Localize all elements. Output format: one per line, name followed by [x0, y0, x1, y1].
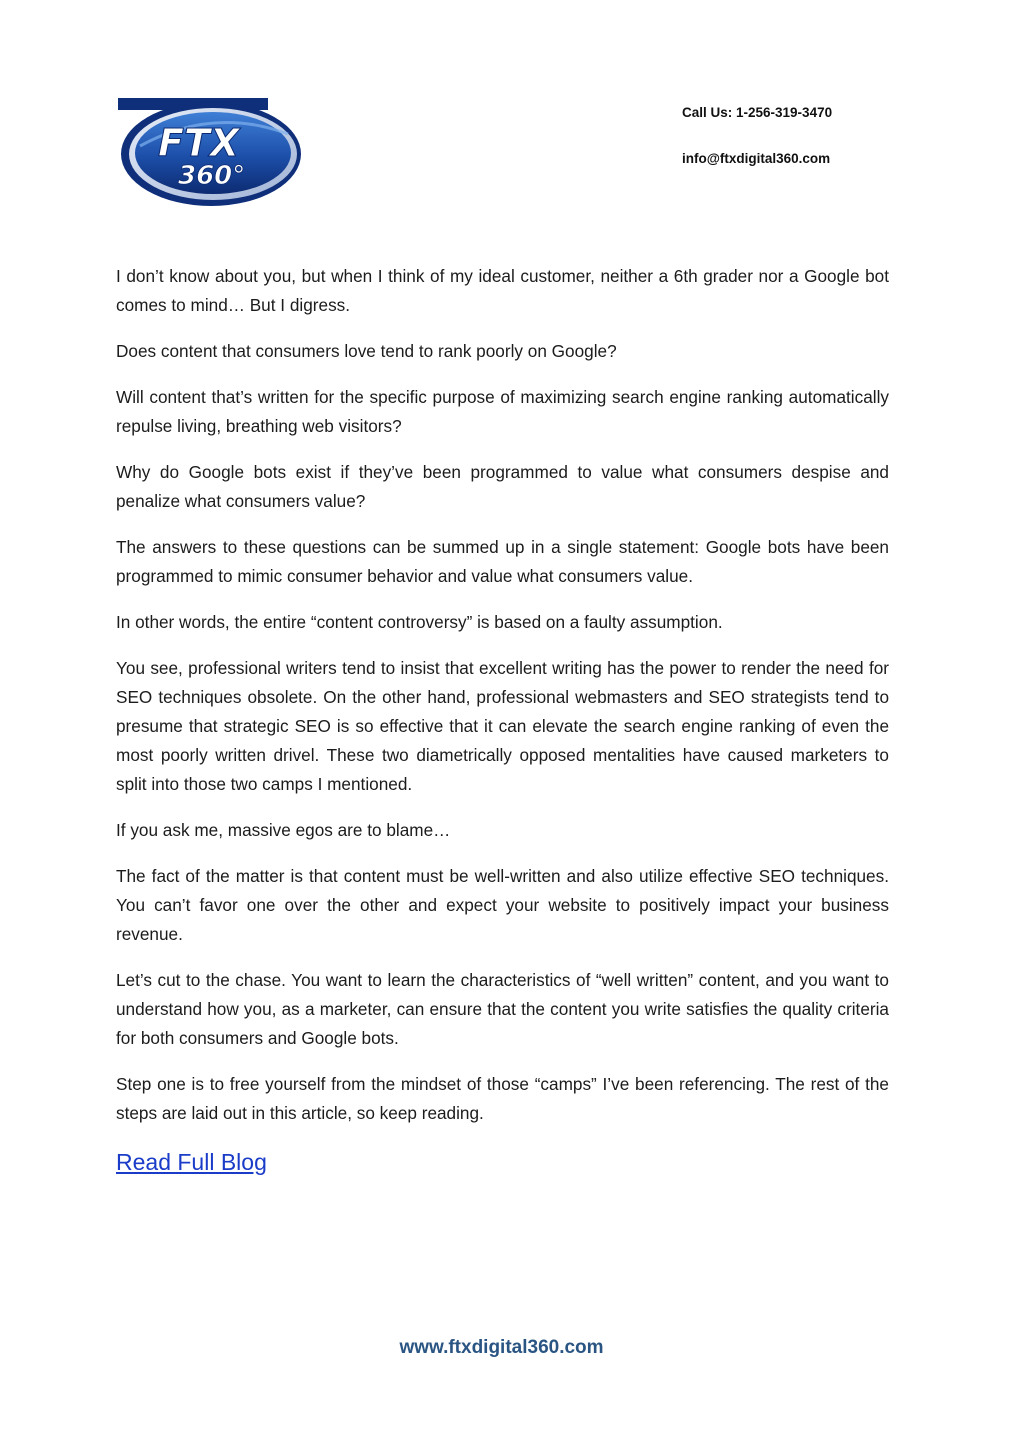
read-full-blog-link[interactable]: Read Full Blog [116, 1149, 267, 1175]
paragraph: The fact of the matter is that content must be well-written and also utilize effective SEO techniques. You can’t favor one over the other and expect your website to positively impact your business revenue. [116, 866, 889, 944]
article-body [116, 262, 889, 1177]
paragraph: If you ask me, massive egos are to blame… [116, 820, 451, 840]
paragraph: Step one is to free yourself from the mindset of those “camps” I’ve been referencing. The rest of the steps are laid out in this article, so keep reading. [116, 1074, 889, 1123]
paragraph: Let’s cut to the chase. You want to learn the characteristics of “well written” content, and you want to understand how you, as a marketer, can ensure that the content you write satisfies the quality criteria for both consumers and Google bots. [116, 970, 889, 1048]
paragraph: In other words, the entire “content controversy” is based on a faulty assumption. [116, 612, 723, 632]
email-address: info@ftxdigital360.com [682, 151, 831, 166]
logo-text: FTX [158, 121, 240, 165]
paragraph: You see, professional writers tend to insist that excellent writing has the power to render the need for SEO techniques obsolete. On the other hand, professional webmasters and SEO strategists tend to presume that strategic SEO is so effective that it can elevate the search engine ranking of even the most poorly written drivel. These two diametrically opposed mentalities have caused marketers to split into those two camps I mentioned. [116, 658, 889, 794]
phone-number: Call Us: 1-256-319-3470 [682, 105, 833, 120]
paragraph: The answers to these questions can be summed up in a single statement: Google bots have been programmed to mimic consumer behavior and value what consumers value. [116, 537, 889, 586]
contact-info [682, 104, 902, 168]
company-logo [118, 98, 304, 208]
logo-subtext: 360° [178, 161, 246, 191]
paragraph: Will content that’s written for the specific purpose of maximizing search engine ranking automatically repulse living, breathing web visitors? [116, 387, 889, 436]
paragraph: Why do Google bots exist if they’ve been programmed to value what consumers despise and penalize what consumers value? [116, 462, 889, 511]
paragraph: I don’t know about you, but when I think of my ideal customer, neither a 6th grader nor a Google bot comes to mind… But I digress. [116, 266, 889, 315]
footer-website[interactable]: www.ftxdigital360.com [399, 1337, 604, 1358]
paragraph: Does content that consumers love tend to rank poorly on Google? [116, 341, 617, 361]
